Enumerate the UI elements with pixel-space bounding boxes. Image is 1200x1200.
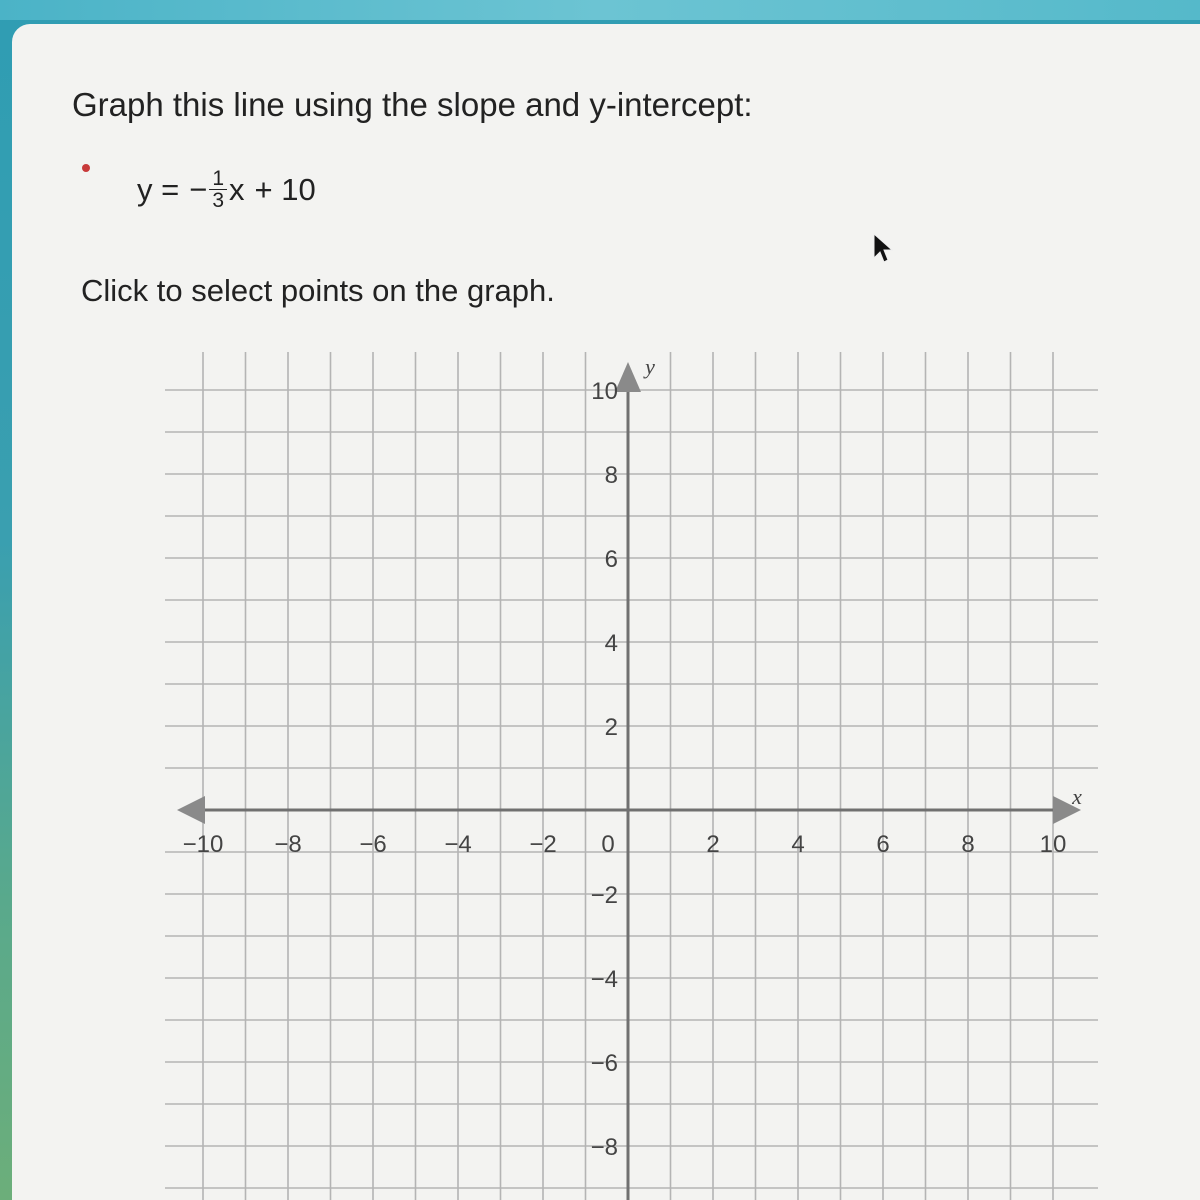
x-tick-label: 10 <box>1039 831 1067 858</box>
x-tick-label: 0 <box>601 831 615 858</box>
slope-denominator: 3 <box>212 189 225 212</box>
x-axis-left-arrow <box>177 796 205 824</box>
y-tick-label: 10 <box>591 378 618 405</box>
grid-lines <box>165 352 1098 1200</box>
y-tick-label: −6 <box>590 1050 618 1077</box>
tick-labels <box>183 378 1067 1161</box>
x-tick-label: −4 <box>444 831 472 858</box>
y-tick-label: 2 <box>604 714 618 741</box>
x-tick-label: 4 <box>791 831 805 858</box>
x-tick-label: −2 <box>529 831 557 858</box>
instruction-text: Click to select points on the graph. <box>81 273 555 308</box>
equation-variable: x <box>229 171 245 207</box>
x-axis-label: x <box>1072 784 1082 809</box>
equation-lhs: y = <box>137 171 180 207</box>
equation-rest: + 10 <box>254 171 316 207</box>
slope-numerator: 1 <box>209 168 227 190</box>
x-tick-label: 2 <box>706 831 720 858</box>
y-tick-label: 6 <box>604 546 618 573</box>
x-tick-label: −6 <box>359 831 387 858</box>
y-tick-label: 4 <box>604 630 618 657</box>
x-tick-label: −8 <box>274 831 302 858</box>
y-tick-label: −2 <box>590 882 618 909</box>
x-tick-label: 6 <box>876 831 890 858</box>
x-tick-label: 8 <box>961 831 975 858</box>
y-tick-label: −4 <box>590 966 618 993</box>
y-axis-label: y <box>645 354 655 379</box>
y-tick-label: 8 <box>604 462 618 489</box>
y-axis-up-arrow <box>615 362 641 392</box>
x-tick-label: −10 <box>182 831 224 858</box>
axes <box>177 354 1082 1200</box>
y-tick-label: −8 <box>590 1134 618 1161</box>
equation-sign: − <box>189 171 208 207</box>
question-prompt: Graph this line using the slope and y-intercept: <box>72 86 753 123</box>
